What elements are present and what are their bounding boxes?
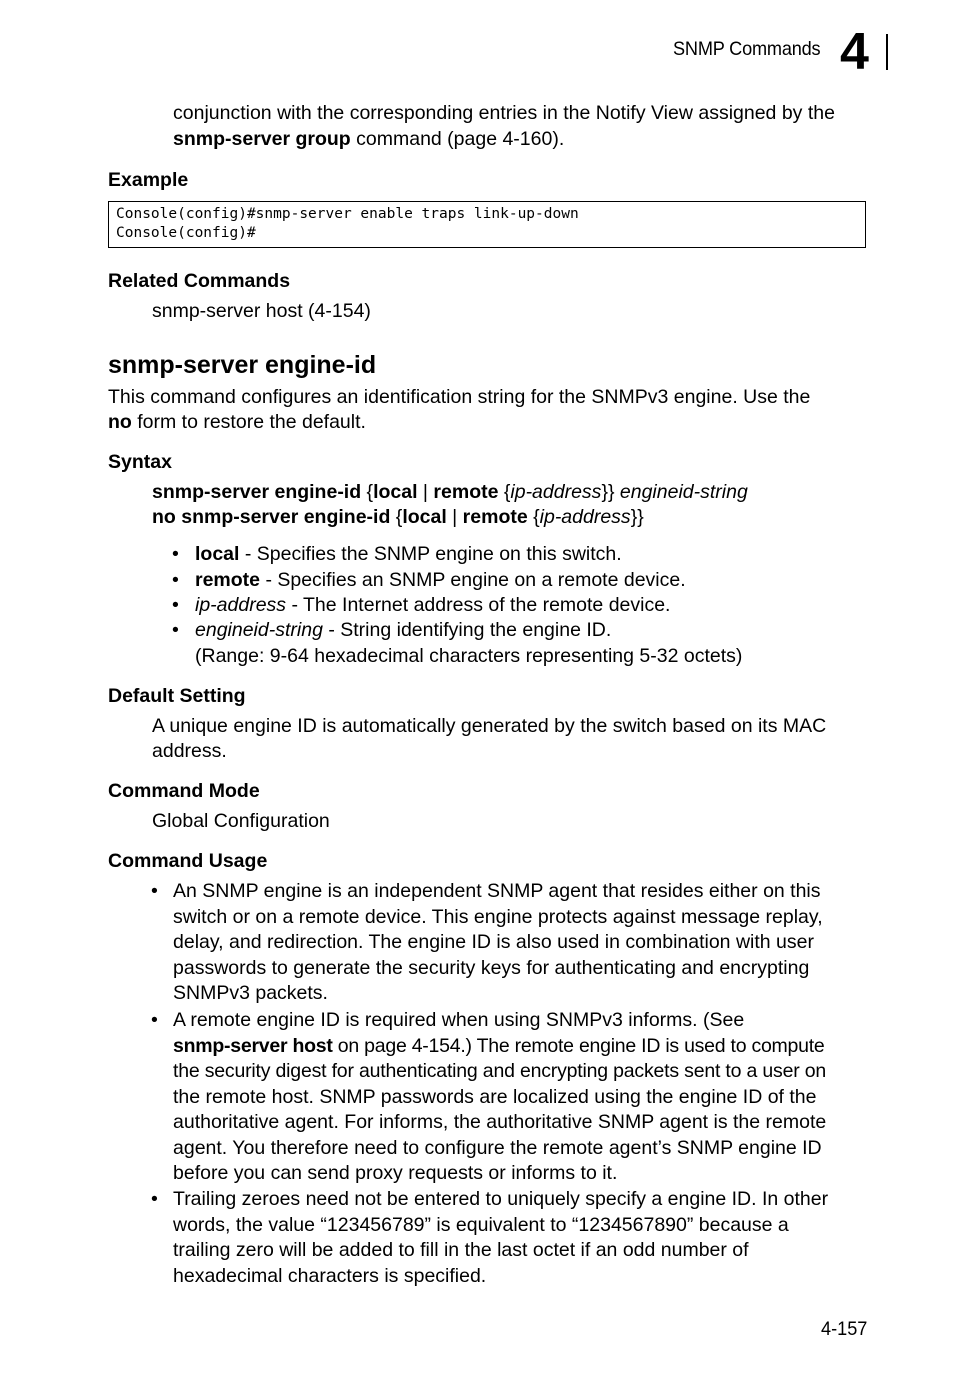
usage-line: switch or on a remote device. This engine protects against message replay, bbox=[173, 905, 823, 928]
description-rest: form to restore the default. bbox=[131, 411, 366, 433]
bullet: • bbox=[172, 594, 179, 616]
usage-line: the remote host. SNMP passwords are localized using the engine ID of the bbox=[173, 1085, 817, 1108]
usage-bullet-2 bbox=[173, 1008, 826, 1187]
syntax-line-2 bbox=[152, 505, 644, 531]
usage-line: delay, and redirection. The engine ID is also used in combination with user bbox=[173, 931, 814, 953]
command-title: snmp-server engine-id bbox=[108, 351, 377, 379]
command-usage-heading: Command Usage bbox=[108, 850, 268, 872]
command-description-line-2 bbox=[108, 410, 366, 436]
usage-line: An SNMP engine is an independent SNMP agent that resides either on this bbox=[173, 880, 821, 902]
param-term: ip-address bbox=[195, 594, 287, 616]
param-desc: - Specifies the SNMP engine on this switch. bbox=[239, 543, 622, 565]
usage-line: agent. You therefore need to configure the remote agent’s SNMP engine ID bbox=[173, 1136, 822, 1159]
bullet: • bbox=[172, 543, 179, 565]
usage-line: hexadecimal characters is specified. bbox=[173, 1264, 487, 1287]
syntax-remote: remote bbox=[462, 506, 528, 528]
bullet: • bbox=[151, 1009, 158, 1031]
param-desc: - The Internet address of the remote device. bbox=[286, 594, 671, 616]
chapter-divider bbox=[886, 34, 888, 70]
syntax-cmd: snmp-server engine-id bbox=[152, 481, 362, 503]
param-engineid-string bbox=[195, 618, 611, 644]
usage-line: Trailing zeroes need not be entered to uniquely specify a engine ID. In other bbox=[173, 1188, 829, 1210]
param-term: remote bbox=[195, 569, 261, 591]
param-ip-address bbox=[195, 593, 670, 619]
usage-line: before you can send proxy requests or informs to it. bbox=[173, 1162, 618, 1184]
syntax-brace: { bbox=[390, 506, 403, 528]
intro-line-2 bbox=[173, 127, 564, 153]
syntax-heading: Syntax bbox=[108, 451, 172, 473]
usage-line: authoritative agent. For informs, the authoritative SNMP agent is the remote bbox=[173, 1111, 827, 1133]
syntax-no-cmd: no snmp-server engine-id bbox=[152, 506, 391, 528]
usage-line-rest: on page 4-154.) The remote engine ID is used to compute bbox=[332, 1034, 825, 1057]
command-mode-heading: Command Mode bbox=[108, 780, 260, 802]
example-heading: Example bbox=[108, 169, 189, 191]
syntax-pipe: | bbox=[417, 481, 434, 503]
usage-bullet-1 bbox=[173, 879, 823, 1007]
syntax-brace: { bbox=[527, 506, 540, 528]
code-example bbox=[108, 201, 866, 248]
command-description-line-1: This command configures an identification string for the SNMPv3 engine. Use the bbox=[108, 386, 811, 408]
bullet: • bbox=[151, 1188, 158, 1210]
syntax-remote: remote bbox=[433, 481, 499, 503]
bullet: • bbox=[151, 880, 158, 902]
usage-line bbox=[173, 1034, 826, 1060]
param-term: local bbox=[195, 543, 240, 565]
syntax-brace: { bbox=[498, 481, 511, 503]
default-setting-line-1: A unique engine ID is automatically generated by the switch based on its MAC bbox=[152, 715, 827, 737]
param-desc: - Specifies an SNMP engine on a remote device. bbox=[260, 569, 686, 591]
chapter-number: 4 bbox=[840, 23, 869, 81]
running-header-title: SNMP Commands bbox=[673, 38, 821, 60]
related-commands-text: snmp-server host (4-154) bbox=[152, 300, 371, 322]
command-mode-text: Global Configuration bbox=[152, 810, 330, 832]
default-setting-heading: Default Setting bbox=[108, 685, 246, 707]
param-range: (Range: 9-64 hexadecimal characters representing 5-32 octets) bbox=[195, 645, 743, 667]
syntax-line-1 bbox=[152, 480, 748, 506]
usage-bullet-3 bbox=[173, 1187, 828, 1289]
syntax-close: }} bbox=[630, 506, 644, 528]
related-commands-heading: Related Commands bbox=[108, 270, 291, 292]
intro-line-1: conjunction with the corresponding entries in the Notify View assigned by the bbox=[173, 102, 835, 124]
param-term: engineid-string bbox=[195, 619, 323, 641]
usage-line: the security digest for authenticating and encrypting packets sent to a user on bbox=[173, 1060, 827, 1082]
syntax-ip: ip-address bbox=[510, 481, 602, 503]
no-keyword: no bbox=[108, 411, 132, 433]
default-setting-line-2: address. bbox=[152, 740, 227, 762]
syntax-engineid: engineid-string bbox=[619, 481, 748, 503]
intro-line-2-rest: command (page 4-160). bbox=[350, 128, 565, 150]
bullet: • bbox=[172, 619, 179, 641]
param-local bbox=[195, 542, 622, 568]
code-line-1: Console(config)#snmp-server enable traps link-up-down bbox=[116, 206, 579, 222]
syntax-ip: ip-address bbox=[539, 506, 631, 528]
command-ref: snmp-server host bbox=[173, 1034, 333, 1057]
syntax-close: }} bbox=[601, 481, 620, 503]
bullet: • bbox=[172, 569, 179, 591]
usage-line: SNMPv3 packets. bbox=[173, 982, 328, 1004]
code-line-2: Console(config)# bbox=[116, 225, 256, 241]
syntax-local: local bbox=[373, 481, 418, 503]
syntax-local: local bbox=[402, 506, 447, 528]
page-number: 4-157 bbox=[821, 1318, 868, 1340]
usage-line: passwords to generate the security keys for authenticating and encrypting bbox=[173, 956, 810, 979]
usage-line: words, the value “123456789” is equivalent to “1234567890” because a bbox=[173, 1213, 789, 1236]
param-desc: - String identifying the engine ID. bbox=[322, 619, 612, 641]
param-remote bbox=[195, 568, 686, 594]
syntax-brace: { bbox=[361, 481, 374, 503]
usage-line: trailing zero will be added to fill in the last octet if an odd number of bbox=[173, 1239, 749, 1261]
command-ref: snmp-server group bbox=[173, 128, 351, 150]
syntax-pipe: | bbox=[446, 506, 463, 528]
usage-line: A remote engine ID is required when using SNMPv3 informs. (See bbox=[173, 1009, 745, 1031]
